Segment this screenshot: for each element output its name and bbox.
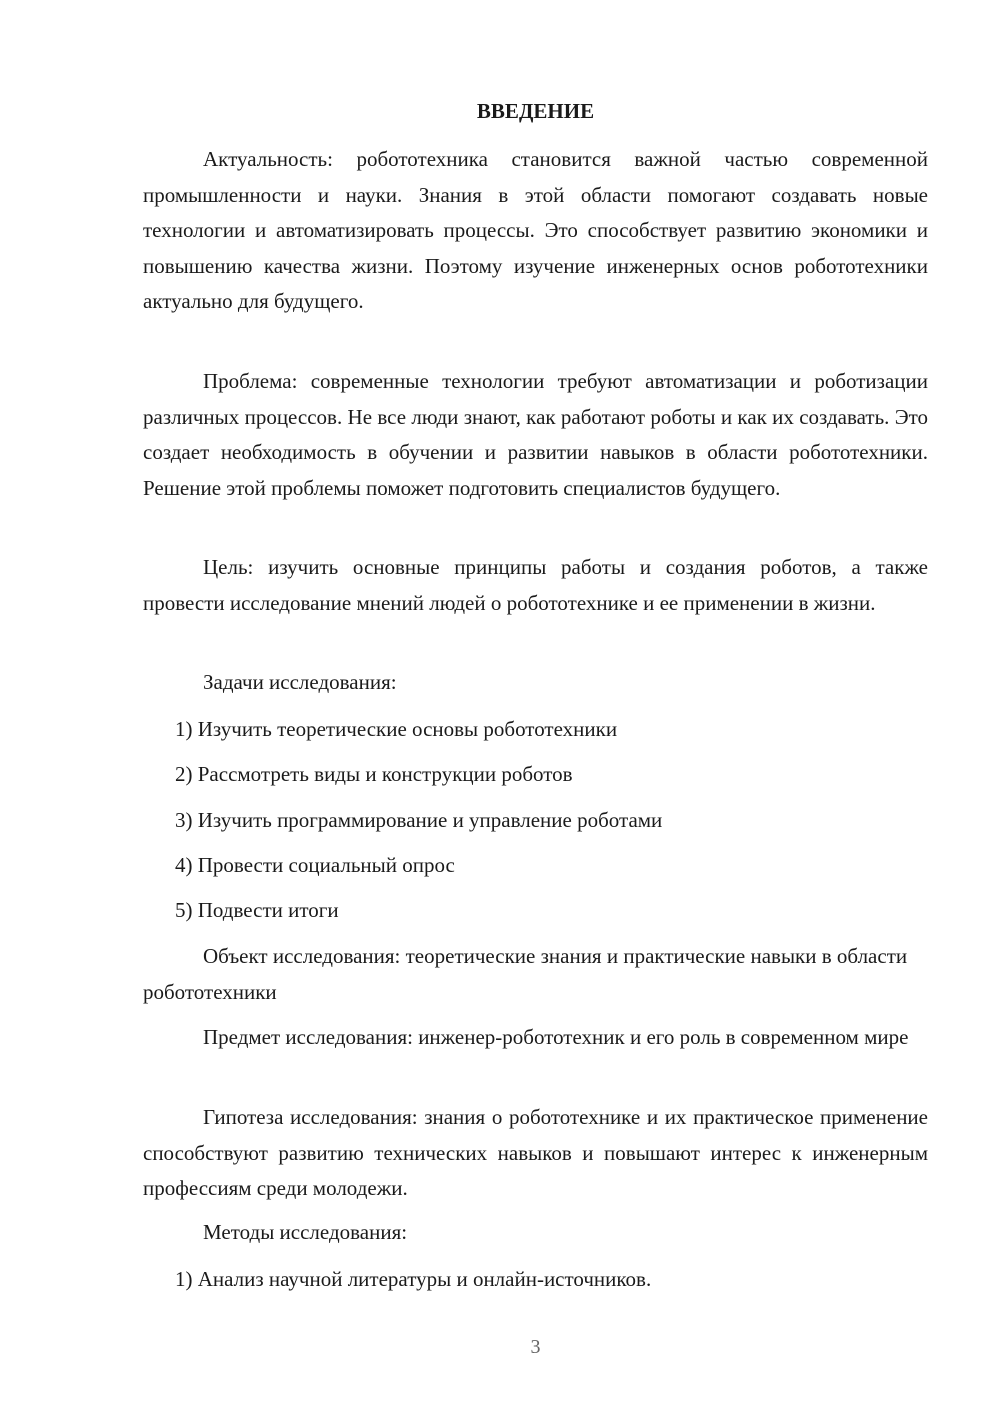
tasks-heading: Задачи исследования:	[203, 670, 397, 694]
list-item: 1) Анализ научной литературы и онлайн-источников.	[175, 1267, 652, 1291]
list-item: 5) Подвести итоги	[175, 898, 339, 922]
subject-paragraph: Предмет исследования: инженер-робототехник и его роль в современном мире	[203, 1025, 909, 1049]
object-paragraph: Объект исследования: теоретические знания и практические навыки в области робототехники	[143, 944, 908, 1004]
list-item: 2) Рассмотреть виды и конструкции роботов	[175, 762, 573, 786]
page-number: 3	[530, 1336, 541, 1358]
list-item: 3) Изучить программирование и управление роботами	[175, 808, 663, 832]
list-item: 4) Провести социальный опрос	[175, 853, 455, 877]
hypothesis-paragraph: Гипотеза исследования: знания о робототехнике и их практическое применение способствуют развитию технических навыков и повышают интерес к инженерным профессиям среди молодежи.	[143, 1105, 928, 1200]
page-title: ВВЕДЕНИЕ	[476, 99, 595, 123]
relevance-paragraph: Актуальность: робототехника становится важной частью современной промышленности и науки. Знания в этой области помогают создавать новые технологии и автоматизировать процессы. Это способствует развитию экономики и повышению качества жизни. Поэтому изучение инженерных основ робототехники актуально для будущего.	[143, 147, 928, 313]
document-page	[143, 0, 928, 1414]
goal-paragraph: Цель: изучить основные принципы работы и создания роботов, а также провести исследование мнений людей о робототехнике и ее применении в жизни.	[143, 555, 928, 615]
problem-paragraph: Проблема: современные технологии требуют автоматизации и роботизации различных процессов. Не все люди знают, как работают роботы и как их создавать. Это создает необходимость в обучении и развитии навыков в области робототехники. Решение этой проблемы поможет подготовить специалистов будущего.	[143, 369, 928, 500]
methods-heading: Методы исследования:	[203, 1220, 408, 1244]
list-item: 1) Изучить теоретические основы робототехники	[175, 717, 618, 741]
